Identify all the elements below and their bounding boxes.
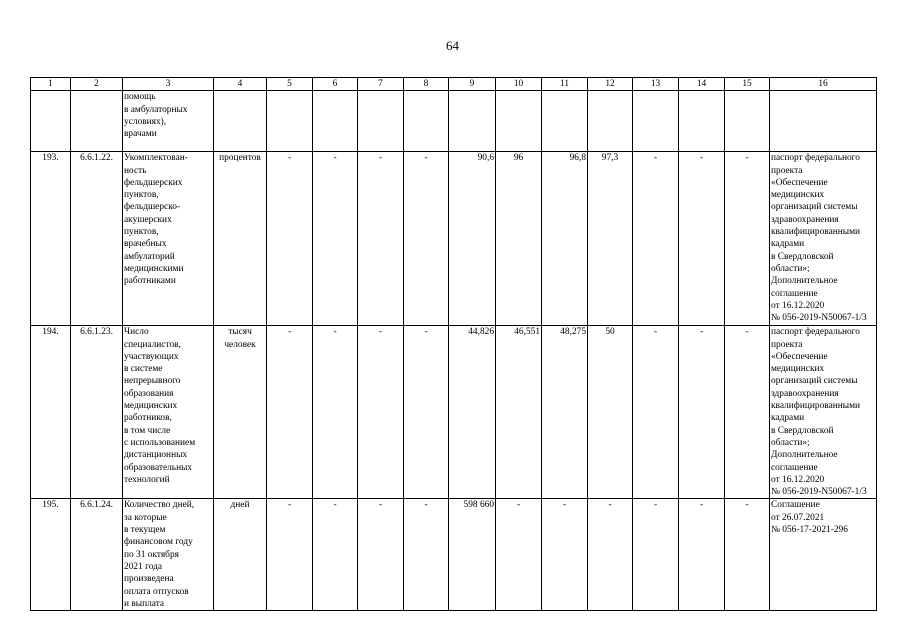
source-cell: Соглашение от 26.07.2021 № 056-17-2021-296 — [770, 499, 877, 611]
column-header: 15 — [725, 78, 770, 91]
value-cell: - — [679, 152, 725, 326]
indicator-code-cell: 6.6.1.22. — [71, 152, 123, 326]
value-cell: - — [358, 326, 404, 499]
row-number-cell: 193. — [31, 152, 71, 326]
value-cell: 50 — [588, 326, 633, 499]
indicator-code-cell: 6.6.1.23. — [71, 326, 123, 499]
value-cell — [588, 91, 633, 152]
value-cell: - — [725, 326, 770, 499]
value-cell: - — [404, 326, 449, 499]
source-cell — [770, 91, 877, 152]
column-header: 2 — [71, 78, 123, 91]
indicator-name-cell: Число специалистов, участвующих в системе непрерывного образования медицинских работников, в том числе с использованием дистанционных образовательных технологий — [123, 326, 214, 499]
table-row — [31, 326, 877, 499]
indicator-code-cell — [71, 91, 123, 152]
value-cell: - — [267, 326, 313, 499]
value-cell: - — [267, 499, 313, 611]
value-cell — [404, 91, 449, 152]
value-cell: - — [496, 499, 542, 611]
column-header: 4 — [214, 78, 267, 91]
value-cell: - — [404, 152, 449, 326]
column-header: 5 — [267, 78, 313, 91]
value-cell — [267, 91, 313, 152]
value-cell: - — [542, 499, 588, 611]
value-cell — [679, 91, 725, 152]
column-header: 10 — [496, 78, 542, 91]
source-cell: паспорт федерального проекта «Обеспечение медицинских организаций системы здравоохранения квалифицированными кадрами в Свердловской области»; Дополнительное соглашение от 16.12.2020 № 056-2019-N50067-1/3 — [770, 326, 877, 499]
table-row — [31, 499, 877, 611]
value-cell: - — [267, 152, 313, 326]
unit-cell — [214, 91, 267, 152]
value-cell: - — [725, 499, 770, 611]
value-cell: 44,826 — [449, 326, 496, 499]
value-cell: - — [404, 499, 449, 611]
column-header: 7 — [358, 78, 404, 91]
value-cell: - — [358, 152, 404, 326]
value-cell: - — [633, 152, 679, 326]
column-header: 8 — [404, 78, 449, 91]
unit-cell: тысяч человек — [214, 326, 267, 499]
value-cell: 48,275 — [542, 326, 588, 499]
value-cell: - — [679, 499, 725, 611]
column-header: 1 — [31, 78, 71, 91]
row-number-cell: 194. — [31, 326, 71, 499]
indicator-name-cell: Количество дней, за которые в текущем финансовом году по 31 октября 2021 года произведена оплата отпусков и выплата — [123, 499, 214, 611]
value-cell: - — [313, 499, 358, 611]
value-cell: 46,551 — [496, 326, 542, 499]
value-cell: - — [313, 326, 358, 499]
column-header: 14 — [679, 78, 725, 91]
value-cell: - — [633, 499, 679, 611]
value-cell: 96,8 — [542, 152, 588, 326]
value-cell: 96 — [496, 152, 542, 326]
unit-cell: дней — [214, 499, 267, 611]
value-cell: 598 660 — [449, 499, 496, 611]
value-cell — [633, 91, 679, 152]
row-number-cell — [31, 91, 71, 152]
table-row — [31, 152, 877, 326]
column-number-row — [31, 78, 877, 91]
indicators-table — [30, 77, 877, 611]
column-header: 16 — [770, 78, 877, 91]
column-header: 13 — [633, 78, 679, 91]
value-cell — [496, 91, 542, 152]
value-cell — [358, 91, 404, 152]
column-header: 12 — [588, 78, 633, 91]
value-cell — [542, 91, 588, 152]
column-header: 11 — [542, 78, 588, 91]
unit-cell: процентов — [214, 152, 267, 326]
value-cell: - — [679, 326, 725, 499]
value-cell: - — [588, 499, 633, 611]
value-cell: 97,3 — [588, 152, 633, 326]
value-cell: - — [358, 499, 404, 611]
indicator-name-cell: Укомплектован- ность фельдшерских пунктов, фельдшерско- акушерских пунктов, врачебных амбулаторий медицинскими работниками — [123, 152, 214, 326]
row-number-cell: 195. — [31, 499, 71, 611]
value-cell: - — [313, 152, 358, 326]
column-header: 3 — [123, 78, 214, 91]
page-number: 64 — [446, 38, 459, 53]
value-cell: - — [633, 326, 679, 499]
value-cell — [725, 91, 770, 152]
value-cell: 90,6 — [449, 152, 496, 326]
column-header: 9 — [449, 78, 496, 91]
column-header: 6 — [313, 78, 358, 91]
value-cell — [313, 91, 358, 152]
source-cell: паспорт федерального проекта «Обеспечение медицинских организаций системы здравоохранения квалифицированными кадрами в Свердловской области»; Дополнительное соглашение от 16.12.2020 № 056-2019-N50067-1/3 — [770, 152, 877, 326]
indicator-code-cell: 6.6.1.24. — [71, 499, 123, 611]
table-row — [31, 91, 877, 152]
value-cell: - — [725, 152, 770, 326]
indicator-name-cell: помощь в амбулаторных условиях), врачами — [123, 91, 214, 152]
value-cell — [449, 91, 496, 152]
